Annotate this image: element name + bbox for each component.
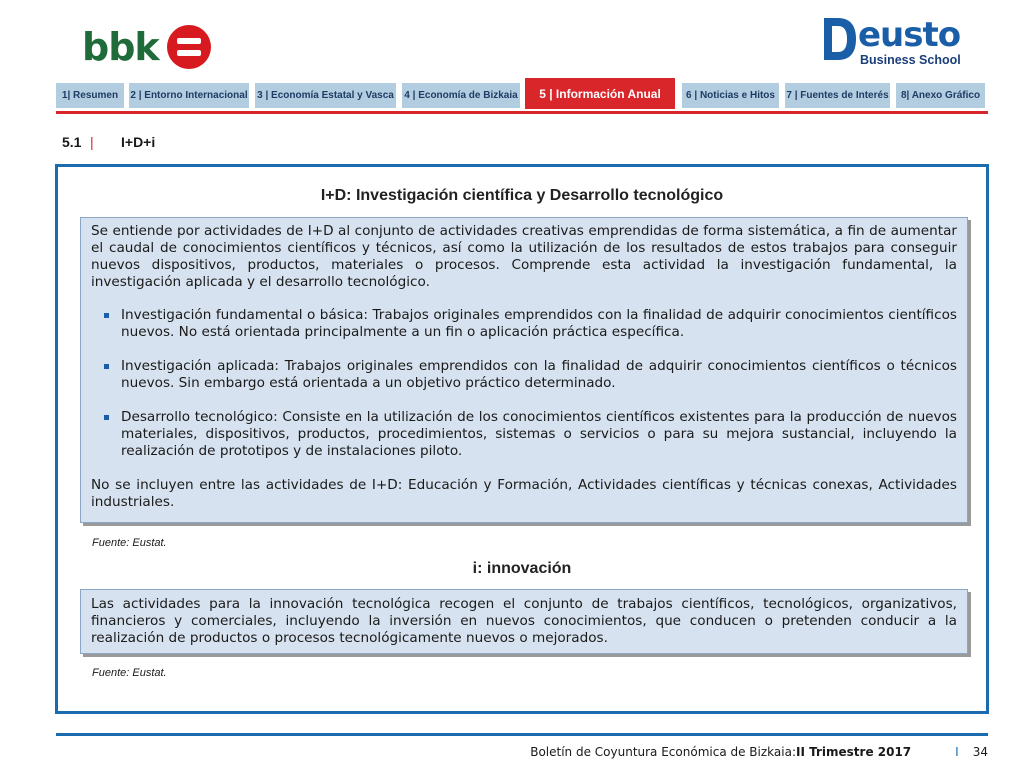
bbk-logo-text: bbk [82, 25, 159, 69]
section-separator: | [90, 134, 94, 150]
block1-heading: I+D: Investigación científica y Desarrollo tecnológico [320, 187, 724, 204]
deusto-d-mark [822, 16, 858, 62]
block1-definition-box [80, 217, 968, 523]
list-item [91, 358, 957, 392]
bullet-icon [104, 364, 109, 369]
block1-intro: Se entiende por actividades de I+D al conjunto de actividades creativas emprendidas de forma sistemática, a fin de aumentar el caudal de conocimientos científicos y técnicos, así como la utilización de los resultados de estos trabajos para conseguir nuevos dispositivos, productos, materiales o procesos. Comprende esta actividad la investigación fundamental, la investigación aplicada y el desarrollo tecnológico. [91, 223, 957, 290]
tab-entorno-internacional[interactable]: 2 | Entorno Internacional [129, 83, 249, 108]
section-number: 5.1 [62, 134, 82, 150]
list-item [91, 409, 957, 460]
section-heading [62, 134, 155, 150]
section-nav [56, 83, 988, 111]
footer-separator: I [955, 745, 959, 759]
tab-resumen[interactable]: 1| Resumen [56, 83, 124, 108]
bullet-icon [104, 313, 109, 318]
block1-closing: No se incluyen entre las actividades de I+D: Educación y Formación, Actividades científicas y técnicas conexas, Actividades industriales. [91, 477, 957, 510]
deusto-logo-text: eusto [858, 15, 961, 55]
block2-text: Las actividades para la innovación tecnológica recogen el conjunto de trabajos científicos, tecnológicos, organizativos, financieros y comerciales, incluyendo la inversión en nuevos conocimientos, que conducen o pretenden conducir a la realización de productos o procesos tecnológicamente nuevos o mejorados. [91, 596, 957, 646]
deusto-logo [822, 14, 962, 70]
block1-bullet-list [91, 307, 957, 460]
tab-economia-bizkaia[interactable]: 4 | Economía de Bizkaia [402, 83, 520, 108]
bbk-logo [82, 25, 211, 69]
tab-economia-estatal-vasca[interactable]: 3 | Economía Estatal y Vasca [255, 83, 396, 108]
content-frame [55, 164, 989, 714]
list-item [91, 307, 957, 341]
tab-anexo-grafico[interactable]: 8| Anexo Gráfico [896, 83, 985, 108]
bullet-icon [104, 415, 109, 420]
section-title: I+D+i [121, 134, 156, 150]
footer [530, 745, 988, 759]
tab-informacion-anual[interactable]: 5 | Información Anual [525, 78, 675, 109]
bullet-text: Desarrollo tecnológico: Consiste en la utilización de los conocimientos científicos existentes para la producción de nuevos materiales, dispositivos, productos, procedimientos, sistemas o servicios o para su mejora sustancial, incluyendo la realización de prototipos y de instalaciones piloto. [121, 409, 957, 459]
footer-period: II Trimestre 2017 [796, 745, 912, 759]
deusto-logo-subtitle: Business School [860, 53, 961, 67]
bullet-text: Investigación aplicada: Trabajos originales emprendidos con la finalidad de adquirir conocimientos científicos o técnicos nuevos. Sin embargo está orientada a un objetivo práctico determinado. [121, 358, 957, 391]
tab-fuentes-interes[interactable]: 7 | Fuentes de Interés [785, 83, 890, 108]
footer-divider [56, 733, 988, 736]
page-number: 34 [972, 745, 988, 759]
footer-publication: Boletín de Coyuntura Económica de Bizkaia: [530, 745, 796, 759]
bullet-text: Investigación fundamental o básica: Trabajos originales emprendidos con la finalidad de adquirir conocimientos científicos nuevos. No está orientada principalmente a un fin o aplicación práctica específica. [121, 307, 957, 340]
bbk-logo-mark [167, 25, 211, 69]
block2-source: Fuente: Eustat. [92, 667, 167, 679]
tab-noticias-hitos[interactable]: 6 | Noticias e Hitos [682, 83, 779, 108]
nav-underline [56, 111, 988, 114]
block2-definition-box [80, 589, 968, 654]
block2-heading: i: innovación [472, 560, 572, 577]
block1-source: Fuente: Eustat. [92, 537, 167, 549]
